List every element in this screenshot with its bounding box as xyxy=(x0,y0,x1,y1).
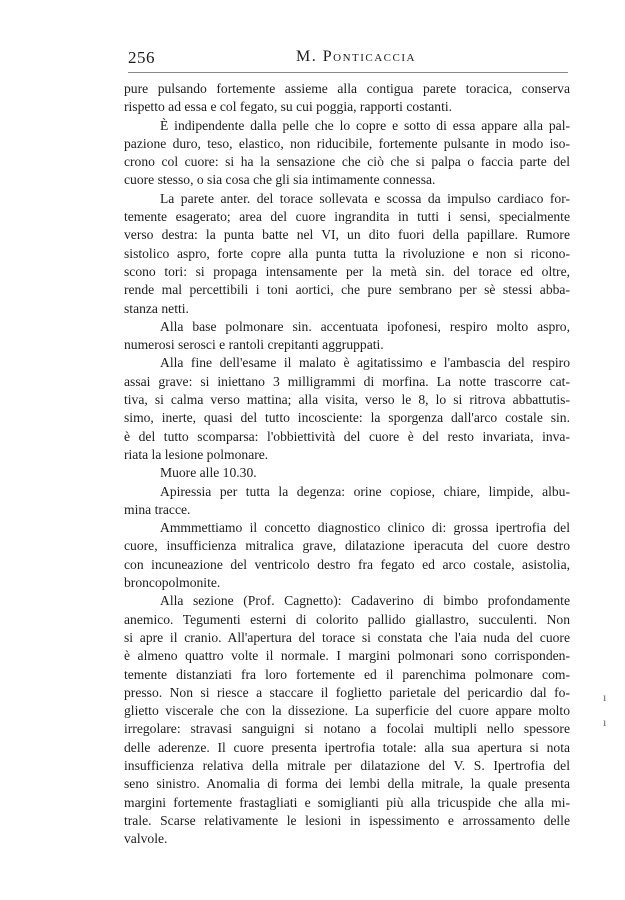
text-line: simo, inerte, quasi del tutto incosciente: la sporgenza dall'arco costale sin. xyxy=(124,410,570,426)
text-line: irregolare: stravasi sanguigni si notano a focolai multipli nello spessore xyxy=(124,721,570,737)
text-line: rispetto ad essa e col fegato, su cui poggia, rapporti costanti. xyxy=(124,99,453,115)
text-line: pazione duro, teso, elastico, non riducibile, fortemente pulsante in modo iso- xyxy=(124,135,570,151)
text-line: è del tutto scomparsa: l'obbiettività del cuore è del resto invariata, inva- xyxy=(124,428,570,444)
text-line: Muore alle 10.30. xyxy=(160,465,257,481)
text-line: assai grave: si iniettano 3 milligrammi di morfina. La notte trascorre cat- xyxy=(124,373,570,389)
text-line: seno sinistro. Anomalia di forma dei lembi della mitrale, la quale presenta xyxy=(124,776,570,792)
page-number: 256 xyxy=(128,48,155,67)
text-line: delle aderenze. Il cuore presenta ipertrofia totale: alla sua apertura si nota xyxy=(124,739,570,755)
text-line: tiva, si calma verso mattina; alla visita, verso le 8, lo si ritrova abbattutis- xyxy=(124,392,570,408)
text-line: è almeno quattro volte il normale. I margini polmonari sono corrisponden- xyxy=(124,648,570,664)
margin-tick: ı xyxy=(603,715,607,729)
paragraph xyxy=(124,318,570,355)
text-line: valvole. xyxy=(124,831,168,847)
text-line: stanza netti. xyxy=(124,300,189,316)
text-line: Alla fine dell'esame il malato è agitatissimo e l'ambascia del respiro xyxy=(160,355,570,371)
text-line: Apiressia per tutta la degenza: orine copiose, chiare, limpide, albu- xyxy=(160,483,570,499)
text-line: trale. Scarse relativamente le lesioni in ispessimento e arrossamento delle xyxy=(124,812,570,828)
text-line: anemico. Tegumenti esterni di colorito pallido giallastro, succulenti. Non xyxy=(124,611,570,627)
text-line: La parete anter. del torace sollevata e scossa da impulso cardiaco for- xyxy=(160,190,570,206)
text-line: verso destra: la punta batte nel VI, un dito fuori della papillare. Rumore xyxy=(124,227,570,243)
paragraph xyxy=(124,117,570,190)
text-line: Alla base polmonare sin. accentuata ipofonesi, respiro molto aspro, xyxy=(160,318,570,334)
text-line: presso. Non si riesce a staccare il foglietto parietale del pericardio dal fo- xyxy=(124,684,570,700)
text-line: broncopolmonite. xyxy=(124,575,221,591)
text-line: si apre il cranio. All'apertura del torace si constata che l'aia nuda del cuore xyxy=(124,629,570,645)
text-line: con incuneazione del ventricolo destro fra fegato ed arco costale, asistolia, xyxy=(124,556,570,572)
text-line: sistolico aspro, forte copre alla punta tutta la rivoluzione e non si ricono- xyxy=(124,245,570,261)
paragraph xyxy=(124,354,570,464)
paragraph xyxy=(124,464,570,482)
text-line: È indipendente dalla pelle che lo copre e sotto di essa appare alla pal- xyxy=(160,117,570,133)
text-line: Alla sezione (Prof. Cagnetto): Cadaverino di bimbo profondamente xyxy=(160,593,570,609)
page-header xyxy=(128,48,568,72)
text-line: mina tracce. xyxy=(124,501,191,517)
text-line: temente distanziati fra loro fortemente ed il parenchima polmonare com- xyxy=(124,666,570,682)
text-line: scono tori: si propaga intensamente per la metà sin. del torace ed oltre, xyxy=(124,263,570,279)
paragraph xyxy=(124,190,570,318)
text-line: cuore stesso, o sia cosa che gli sia intimamente connessa. xyxy=(124,172,436,188)
text-line: Ammmettiamo il concetto diagnostico clinico di: grossa ipertrofia del xyxy=(160,520,570,536)
text-line: glietto viscerale che con la dissezione. La superficie del cuore appare molto xyxy=(124,703,570,719)
header-rule xyxy=(128,72,568,73)
body-text xyxy=(124,80,570,848)
running-title: M. Ponticaccia xyxy=(296,48,416,65)
text-line: cuore, insufficienza mitralica grave, dilatazione iperacuta del cuore destro xyxy=(124,538,570,554)
text-line: riata la lesione polmonare. xyxy=(124,446,269,462)
text-line: crono col cuore: si ha la sensazione che ciò che si palpa o faccia parte del xyxy=(124,154,570,170)
text-line: numerosi serosci e rantoli crepitanti aggruppati. xyxy=(124,337,384,353)
paragraph xyxy=(124,80,570,117)
text-line: insufficienza relativa della mitrale per dilatazione del V. S. Ipertrofia del xyxy=(124,757,570,773)
text-line: pure pulsando fortemente assieme alla contigua parete toracica, conserva xyxy=(124,81,570,96)
text-line: rende mal percettibili i toni aortici, che pure sembrano per sè stessi abba- xyxy=(124,282,570,298)
text-line: temente esagerato; area del cuore ingrandita in tutti i sensi, specialmente xyxy=(124,209,570,225)
paragraph xyxy=(124,592,570,848)
text-line: margini fortemente frastagliati e somiglianti più alla tricuspide che alla mi- xyxy=(124,794,570,810)
paragraph xyxy=(124,519,570,592)
paragraph xyxy=(124,483,570,520)
margin-tick: ı xyxy=(603,690,607,704)
